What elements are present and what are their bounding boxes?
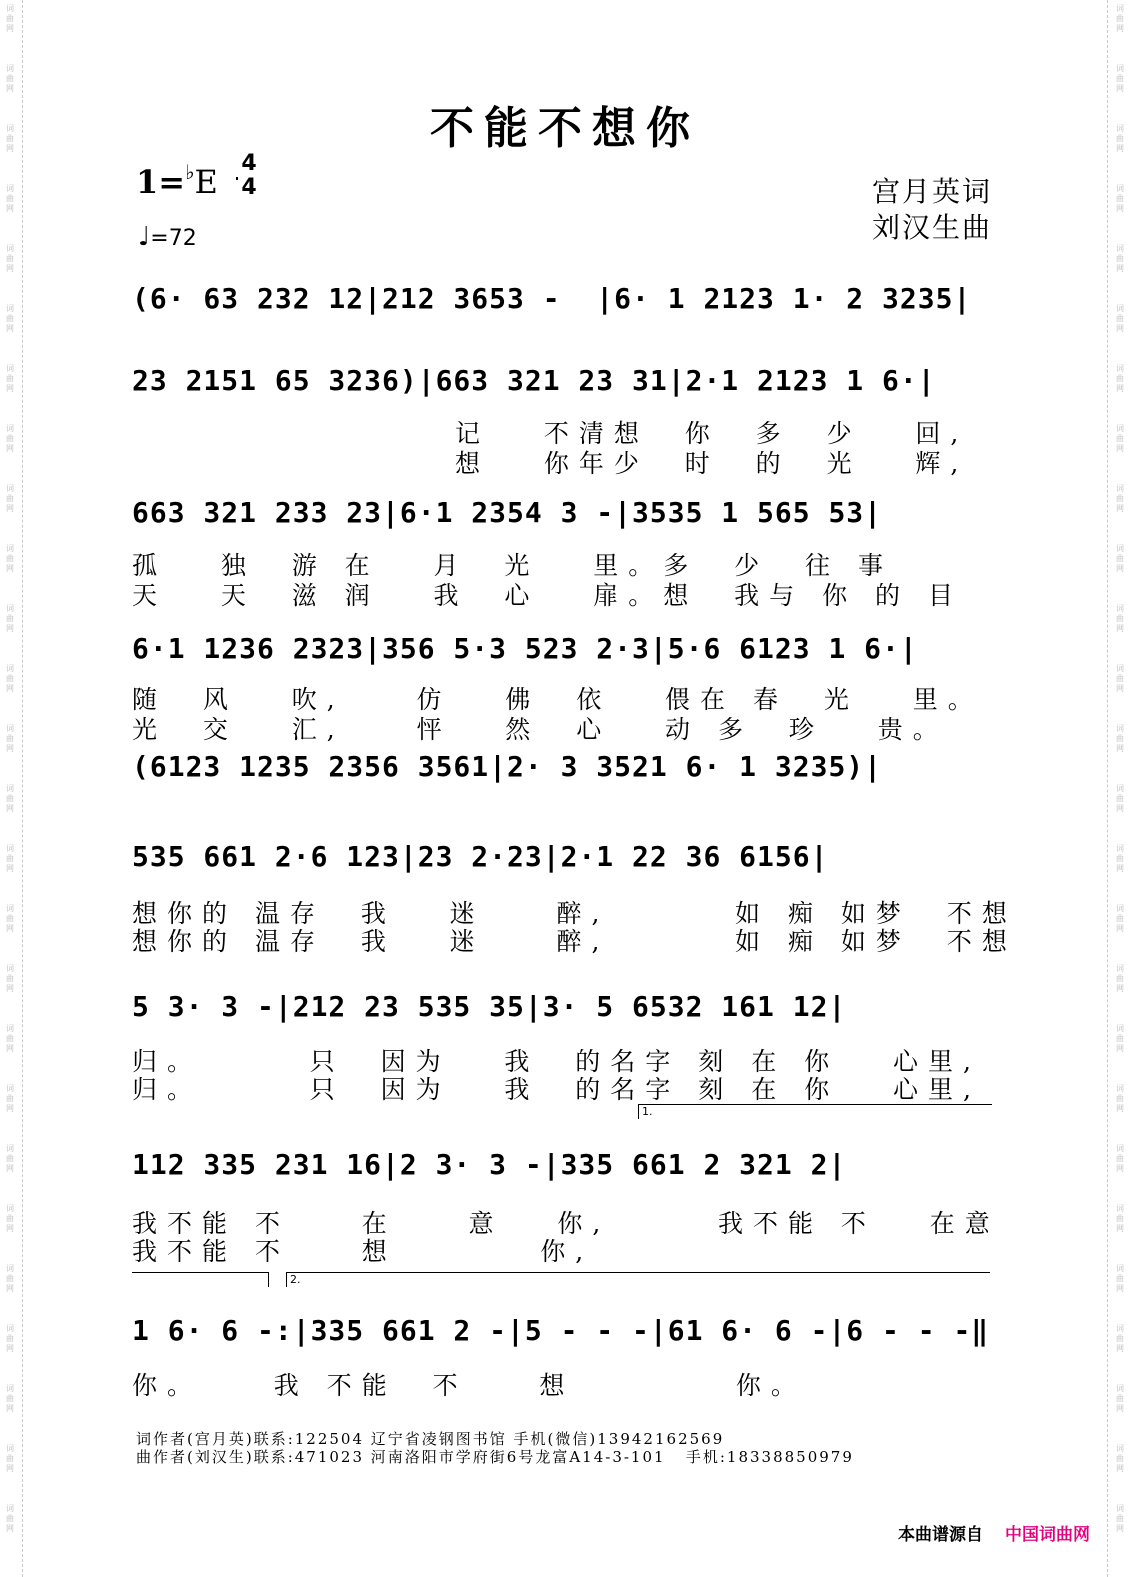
key-prefix: 1=: [136, 163, 186, 201]
watermark-mark: 词 曲 网: [1116, 604, 1124, 633]
lyric-line-6-verse-2: 想你的 温存 我 迷 醉, 如 痴 如梦 不想: [132, 927, 1017, 956]
lyric-line-2-verse-2: 想 你年少 时 的 光 辉,: [132, 449, 969, 478]
score-line-2: 23 2151 65 3236)|663 321 23 31|2·1 2123 1 6·|: [132, 364, 936, 397]
watermark-mark: 词 曲 网: [6, 4, 14, 33]
source-credit: [898, 1520, 1090, 1545]
watermark-mark: 词 曲 网: [6, 1324, 14, 1353]
score-line-6: 535 661 2·6 123|23 2·23|2·1 22 36 6156|: [132, 840, 829, 873]
lyric-line-7-verse-2: 归。 只 因为 我 的名字 刻 在 你 心里,: [132, 1075, 981, 1104]
score-line-4: 6·1 1236 2323|356 5·3 523 2·3|5·6 6123 1 6·|: [132, 632, 918, 665]
watermark-mark: 词 曲 网: [1116, 1504, 1124, 1533]
time-signature-bottom: 4: [241, 175, 257, 200]
watermark-mark: 词 曲 网: [6, 484, 14, 513]
watermark-mark: 词 曲 网: [6, 1444, 14, 1473]
watermark-mark: 词 曲 网: [1116, 1204, 1124, 1233]
watermark-mark: 词 曲 网: [1116, 124, 1124, 153]
watermark-mark: 词 曲 网: [1116, 1444, 1124, 1473]
lyric-line-4-verse-2: 光 交 汇, 怦 然 心 动 多 珍 贵。: [132, 715, 948, 744]
watermark-mark: 词 曲 网: [1116, 544, 1124, 573]
watermark-mark: 词 曲 网: [1116, 4, 1124, 33]
watermark-mark: 词 曲 网: [6, 1504, 14, 1533]
watermark-mark: 词 曲 网: [6, 724, 14, 753]
watermark-mark: 词 曲 网: [6, 64, 14, 93]
watermark-mark: 词 曲 网: [1116, 64, 1124, 93]
first-ending-close: [132, 1272, 269, 1287]
song-title: 不能不想你: [430, 103, 700, 154]
watermark-mark: 词 曲 网: [6, 544, 14, 573]
watermark-mark: 词 曲 网: [6, 1144, 14, 1173]
lyric-line-9-verse-1: 你。 我 不能 不 想 你。: [132, 1371, 806, 1400]
lyric-line-6-verse-1: 想你的 温存 我 迷 醉, 如 痴 如梦 不想: [132, 899, 1017, 928]
watermark-mark: 词 曲 网: [6, 244, 14, 273]
watermark-mark: 词 曲 网: [6, 1084, 14, 1113]
watermark-mark: 词 曲 网: [6, 844, 14, 873]
watermark-mark: 词 曲 网: [6, 424, 14, 453]
lyricist-contact: 词作者(宫月英)联系:122504 辽宁省凌钢图书馆 手机(微信)13942162569: [136, 1430, 725, 1448]
score-line-8: 112 335 231 16|2 3· 3 -|335 661 2 321 2|: [132, 1148, 847, 1181]
watermark-mark: 词 曲 网: [6, 184, 14, 213]
lyric-line-8-verse-2: 我不能 不 想 你,: [132, 1237, 594, 1266]
watermark-mark: 词 曲 网: [1116, 1084, 1124, 1113]
watermark-mark: 词 曲 网: [6, 664, 14, 693]
lyric-line-8-verse-1: 我不能 不 在 意 你, 我不能 不 在意: [132, 1209, 1000, 1238]
watermark-mark: 词 曲 网: [1116, 1384, 1124, 1413]
watermark-mark: 词 曲 网: [6, 304, 14, 333]
watermark-mark: 词 曲 网: [1116, 1024, 1124, 1053]
time-signature-bar: [236, 177, 238, 180]
flat-symbol: ♭: [185, 160, 195, 184]
source-site-link[interactable]: 中国词曲网: [1005, 1525, 1090, 1545]
watermark-mark: 词 曲 网: [6, 1384, 14, 1413]
watermark-mark: 词 曲 网: [6, 364, 14, 393]
watermark-mark: 词 曲 网: [1116, 784, 1124, 813]
watermark-mark: 词 曲 网: [6, 604, 14, 633]
watermark-mark: 词 曲 网: [1116, 904, 1124, 933]
score-line-5: (6123 1235 2356 3561|2· 3 3521 6· 1 3235)|: [132, 750, 883, 783]
watermark-mark: 词 曲 网: [1116, 244, 1124, 273]
watermark-mark: 词 曲 网: [1116, 184, 1124, 213]
watermark-mark: 词 曲 网: [6, 964, 14, 993]
lyricist-credit: 宫月英词: [871, 175, 992, 208]
watermark-mark: 词 曲 网: [6, 124, 14, 153]
credits: [872, 174, 992, 246]
watermark-mark: 词 曲 网: [1116, 304, 1124, 333]
score-line-3: 663 321 233 23|6·1 2354 3 -|3535 1 565 53|: [132, 496, 883, 529]
tempo-value: =72: [150, 226, 197, 251]
time-signature-top: 4: [241, 151, 257, 176]
tempo-marking: [138, 222, 197, 252]
watermark-mark: 词 曲 网: [6, 1204, 14, 1233]
time-signature: [236, 152, 262, 200]
key-signature: [136, 160, 218, 201]
quarter-note-icon: ♩: [138, 222, 151, 252]
watermark-mark: 词 曲 网: [1116, 724, 1124, 753]
score-line-9: 1 6· 6 -:|335 661 2 -|5 - - -|61 6· 6 -|6 - - -‖: [132, 1314, 990, 1347]
lyric-line-7-verse-1: 归。 只 因为 我 的名字 刻 在 你 心里,: [132, 1047, 981, 1076]
watermark-mark: 词 曲 网: [1116, 1144, 1124, 1173]
source-label: 本曲谱源自: [898, 1525, 983, 1545]
first-ending-bracket: 1.: [638, 1104, 992, 1119]
lyric-line-2-verse-1: 记 不清想 你 多 少 回,: [132, 419, 969, 448]
key-name: E: [194, 163, 218, 201]
watermark-mark: 词 曲 网: [1116, 364, 1124, 393]
watermark-mark: 词 曲 网: [6, 784, 14, 813]
watermark-mark: 词 曲 网: [1116, 844, 1124, 873]
watermark-mark: 词 曲 网: [1116, 1324, 1124, 1353]
watermark-mark: 词 曲 网: [6, 904, 14, 933]
watermark-mark: 词 曲 网: [6, 1024, 14, 1053]
watermark-mark: 词 曲 网: [1116, 964, 1124, 993]
watermark-mark: 词 曲 网: [6, 1264, 14, 1293]
score-line-1: (6· 63 232 12|212 3653 - |6· 1 2123 1· 2 3235|: [132, 282, 972, 315]
lyric-line-4-verse-1: 随 风 吹, 仿 佛 依 偎在 春 光 里。: [132, 685, 983, 714]
composer-contact: 曲作者(刘汉生)联系:471023 河南洛阳市学府街6号龙富A14-3-101 手机:18338850979: [136, 1448, 854, 1466]
composer-credit: 刘汉生曲: [871, 211, 992, 244]
watermark-mark: 词 曲 网: [1116, 424, 1124, 453]
second-ending-bracket: 2.: [286, 1272, 990, 1287]
watermark-mark: 词 曲 网: [1116, 664, 1124, 693]
watermark-mark: 词 曲 网: [1116, 1264, 1124, 1293]
watermark-mark: 词 曲 网: [1116, 484, 1124, 513]
lyric-line-3-verse-2: 天 天 滋 润 我 心 扉。想 我与 你 的 目: [132, 581, 963, 610]
score-line-7: 5 3· 3 -|212 23 535 35|3· 5 6532 161 12|: [132, 990, 847, 1023]
lyric-line-3-verse-1: 孤 独 游 在 月 光 里。多 少 往 事: [132, 551, 893, 580]
